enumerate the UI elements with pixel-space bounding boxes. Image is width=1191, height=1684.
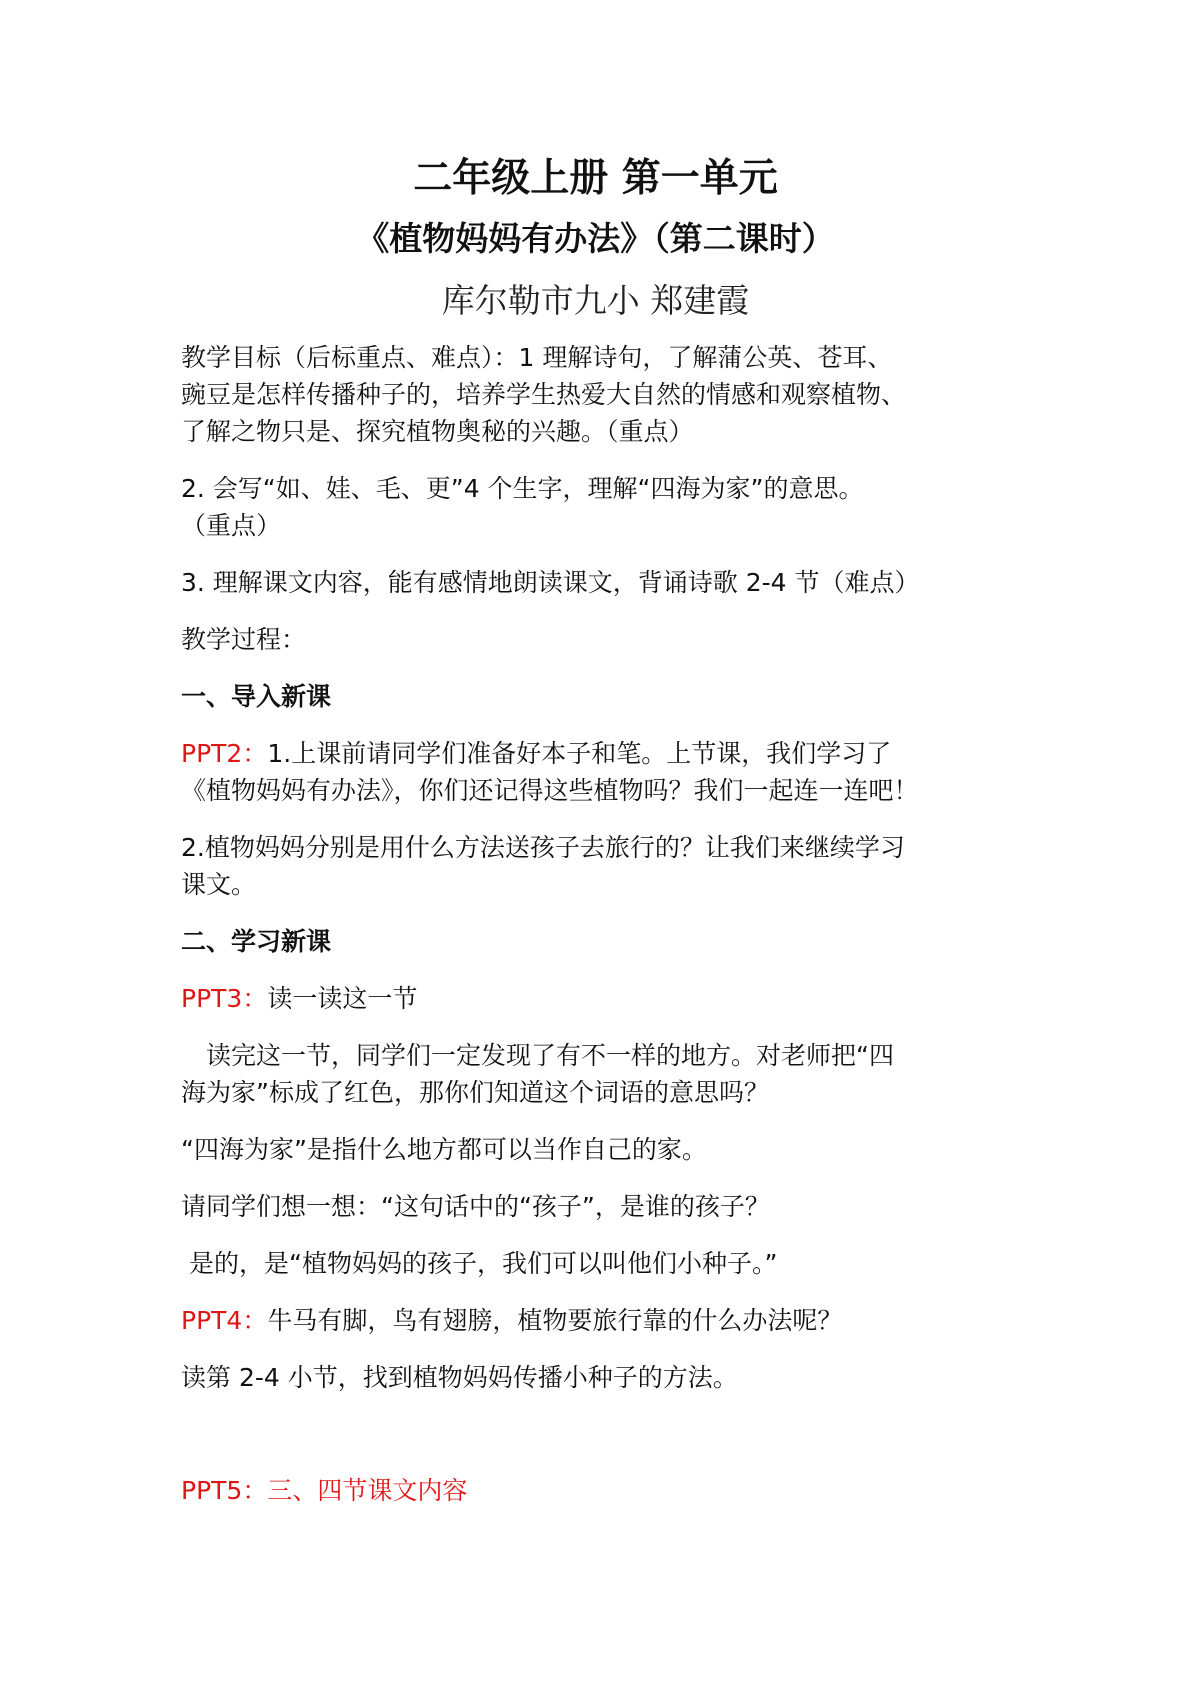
- ppt3-line: [181, 980, 417, 1017]
- objective-line-2: 豌豆是怎样传播种子的，培养学生热爱大自然的情感和观察植物、: [181, 380, 907, 409]
- paragraph-2: “四海为家”是指什么地方都可以当作自己的家。: [181, 1135, 707, 1164]
- ppt4-line: [181, 1302, 842, 1339]
- objective-line-4: 2. 会写“如、娃、毛、更”4 个生字，理解“四海为家”的意思。: [181, 474, 864, 503]
- ppt2-text-1: 1.上课前请同学们准备好本子和笔。上节课，我们学习了: [267, 739, 892, 768]
- paragraph-3: 请同学们想一想：“这句话中的“孩子”，是谁的孩子？: [181, 1192, 770, 1221]
- process-label: 教学过程：: [181, 625, 307, 654]
- author-line: 库尔勒市九小 郑建霞: [441, 281, 750, 320]
- objective-line-1: 教学目标（后标重点、难点）：1 理解诗句，了解蒲公英、苍耳、: [181, 343, 893, 372]
- ppt4-text: 牛马有脚，鸟有翅膀，植物要旅行靠的什么办法呢？: [267, 1306, 843, 1335]
- paragraph-1-line-2: 海为家”标成了红色，那你们知道这个词语的意思吗？: [181, 1078, 769, 1107]
- paragraph-4: 是的，是“植物妈妈的孩子，我们可以叫他们小种子。”: [189, 1249, 778, 1278]
- objective-line-6: 3. 理解课文内容，能有感情地朗读课文，背诵诗歌 2-4 节（难点）: [181, 568, 920, 597]
- ppt2-line-1: [181, 735, 891, 772]
- ppt2-line-2: 《植物妈妈有办法》，你们还记得这些植物吗？我们一起连一连吧！: [181, 776, 919, 805]
- ppt5-text: 三、四节课文内容: [267, 1476, 468, 1505]
- item2-line-2: 课文。: [181, 870, 257, 899]
- ppt2-label: PPT2：: [181, 739, 268, 768]
- ppt3-text: 读一读这一节: [267, 984, 418, 1013]
- section-heading-1: 一、导入新课: [181, 682, 332, 711]
- ppt3-label: PPT3：: [181, 984, 268, 1013]
- ppt5-line: [181, 1472, 467, 1509]
- section-heading-2: 二、学习新课: [181, 927, 332, 956]
- objective-line-5: （重点）: [181, 511, 282, 540]
- ppt4-label: PPT4：: [181, 1306, 268, 1335]
- paragraph-5: 读第 2-4 小节，找到植物妈妈传播小种子的方法。: [181, 1363, 738, 1392]
- lesson-subtitle: 《植物妈妈有办法》（第二课时）: [356, 219, 835, 258]
- ppt5-label: PPT5：: [181, 1476, 268, 1505]
- document-title: 二年级上册 第一单元: [413, 155, 778, 201]
- item2-line-1: 2.植物妈妈分别是用什么方法送孩子去旅行的？让我们来继续学习: [181, 833, 905, 862]
- paragraph-1-line-1: 读完这一节，同学们一定发现了有不一样的地方。对老师把“四: [206, 1041, 894, 1070]
- objective-line-3: 了解之物只是、探究植物奥秘的兴趣。（重点）: [181, 417, 694, 446]
